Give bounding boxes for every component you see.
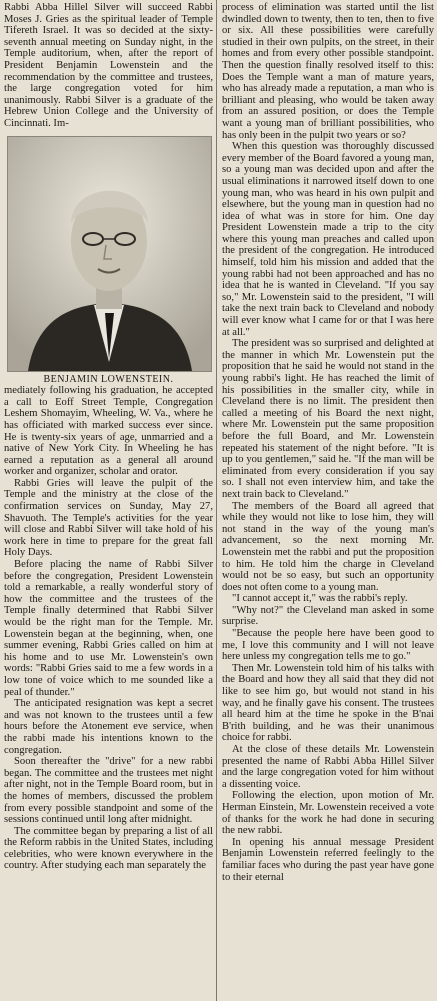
article-paragraph: Following the election, upon motion of Mr. Herman Einstein, Mr. Lowenstein received a vote of thanks for the work he had done in securing the new rabbi. — [222, 790, 434, 837]
column-divider — [216, 0, 217, 1001]
article-paragraph: Rabbi Gries will leave the pulpit of the Temple and the ministry at the close of the confirmation services on Sunday, May 27, Shavuoth. The Temple's activities for the year will close and Rabbi Silver will take hold of his work here in time to prepare for the great fall Holy Days. — [4, 477, 213, 559]
article-paragraph: Before placing the name of Rabbi Silver before the congregation, President Lowenstein told a remarkable, a really wonderful story of how the committee and the trustees of the Temple finally determined that Rabbi Silver would be the right man for the Temple. Mr. Lowenstein began at the beginning, when, one summer evening, Rabbi Gries called on him at his home and to use Mr. Lowenstein's own words: "Rabbi Gries said to me a few words in a low tone of voice which to me sounded like a peal of thunder." — [4, 559, 213, 698]
right-column — [222, 2, 434, 883]
portrait-photo — [7, 136, 212, 372]
article-paragraph: The members of the Board all agreed that while they would not like to lose him, they will not stand in the way of the young man's advancement, so the next morning Mr. Lowenstein met the rabbi and put the proposition to him. He told him the charge in Cleveland would not be so easy, but such an opportunity does not often come to a young man. — [222, 500, 434, 593]
article-paragraph: Soon thereafter the "drive" for a new rabbi began. The committee and the trustees met night after night, not in the Temple Board room, but in the homes of members, discussed the problem from every possible standpoint and some of the sessions continued until long after midnight. — [4, 756, 213, 826]
article-paragraph: Rabbi Abba Hillel Silver will succeed Rabbi Moses J. Gries as the spiritual leader of Temple Tifereth Israel. It was so decided at the sixty-seventh annual meeting on Sunday night, in the Temple auditorium, when, after the report of President Benjamin Lowenstein and the recommendation by the committee and trustees, the large congregation voted for him unanimously. Rabbi Silver is a graduate of the Hebrew Union College and the University of Cincinnati. Im- — [4, 2, 213, 129]
portrait-image — [8, 137, 211, 371]
article-paragraph: mediately following his graduation, he accepted a call to Eoff Street Temple, Congregation Leshem Shomayim, Wheeling, W. Va., where he has officiated with marked success ever since. He is twenty-six years of age, unmarried and a native of New York City. In Wheeling he has earned a reputation as a general all around worker and organizer, scholar and orator. — [4, 385, 213, 478]
article-paragraph: In opening his annual message President Benjamin Lowenstein referred feelingly to the familiar faces who during the past year have gone to their eternal — [222, 836, 434, 883]
article-paragraph: "Because the people here have been good to me, I love this community and I will not leave here unless my congregation tells me to go." — [222, 628, 434, 663]
article-paragraph: The committee began by preparing a list of all the Reform rabbis in the United States, including celebrities, who were known everywhere in the country. After studying each man separately the — [4, 825, 213, 872]
article-paragraph: "Why not?" the Cleveland man asked in some surprise. — [222, 604, 434, 628]
photo-caption: BENJAMIN LOWENSTEIN. — [43, 373, 174, 385]
article-paragraph: "I cannot accept it," was the rabbi's reply. — [232, 593, 408, 605]
left-column — [4, 2, 213, 872]
article-paragraph: When this question was thoroughly discussed every member of the Board favored a young man, so a young man was decided upon and after the usual eliminations it narrowed itself down to one young man, who was heard in his own pulpit and elsewhere, but the young man in question had no idea of what was in store for him. One day President Lowenstein made a trip to the city where this young man preaches and called upon the president of the congregation. He introduced himself, told him his mission and added that the young rabbi had not been approached and has no idea that he is wanted in Cleveland. "If you say so," Mr. Lowenstein said to the president, "I will take the next train back to Cleveland and nobody will ever know what I came for or that I was here at all." — [222, 141, 434, 338]
article-paragraph: At the close of these details Mr. Lowenstein presented the name of Rabbi Abba Hillel Silver and the large congregation voted for him without a dissenting voice. — [222, 744, 434, 790]
article-paragraph: The president was so surprised and delighted at the manner in which Mr. Lowenstein put the proposition that he said he would not stand in the young rabbi's light. He has reached the limit of his possibilities in the smaller city, while in Cleveland there is no limit. The president then called a meeting of his Board the next night, where Mr. Lowenstein put the same proposition before the full Board, and Mr. Lowenstein repeated his statement of the night before. "It is up to you gentlemen," said he. "If the man will be eliminated from every consideration if you say so. I shall not even interview him, and take the next train back to Cleveland." — [222, 338, 434, 500]
article-paragraph: Then Mr. Lowenstein told him of his talks with the Board and how they all said that they did not like to see him go, but would not stand in his way, and he finally gave his consent. The trustees all heard him at the time he spoke in the B'nai B'rith building, and he was their unanimous choice for rabbi. — [222, 662, 434, 744]
article-paragraph: process of elimination was started until the list dwindled down to twenty, then to ten, then to five or six. All these possibilities were carefully studied in their own pulpits, on the street, in their homes and from every other possible standpoint. Then the question finally resolved itself to this: Does the Temple want a man of mature years, who has already made a reputation, a man who is brilliant and pleasing, who would be taken away from an assured position, or does the Temple want a young man of brilliant possibilities, who has only been in the pulpit two years or so? — [222, 2, 434, 141]
article-paragraph: The anticipated resignation was kept a secret and was not known to the trustees until a few hours before the Atonement eve service, when the rabbi made his intentions known to the congregation. — [4, 698, 213, 756]
